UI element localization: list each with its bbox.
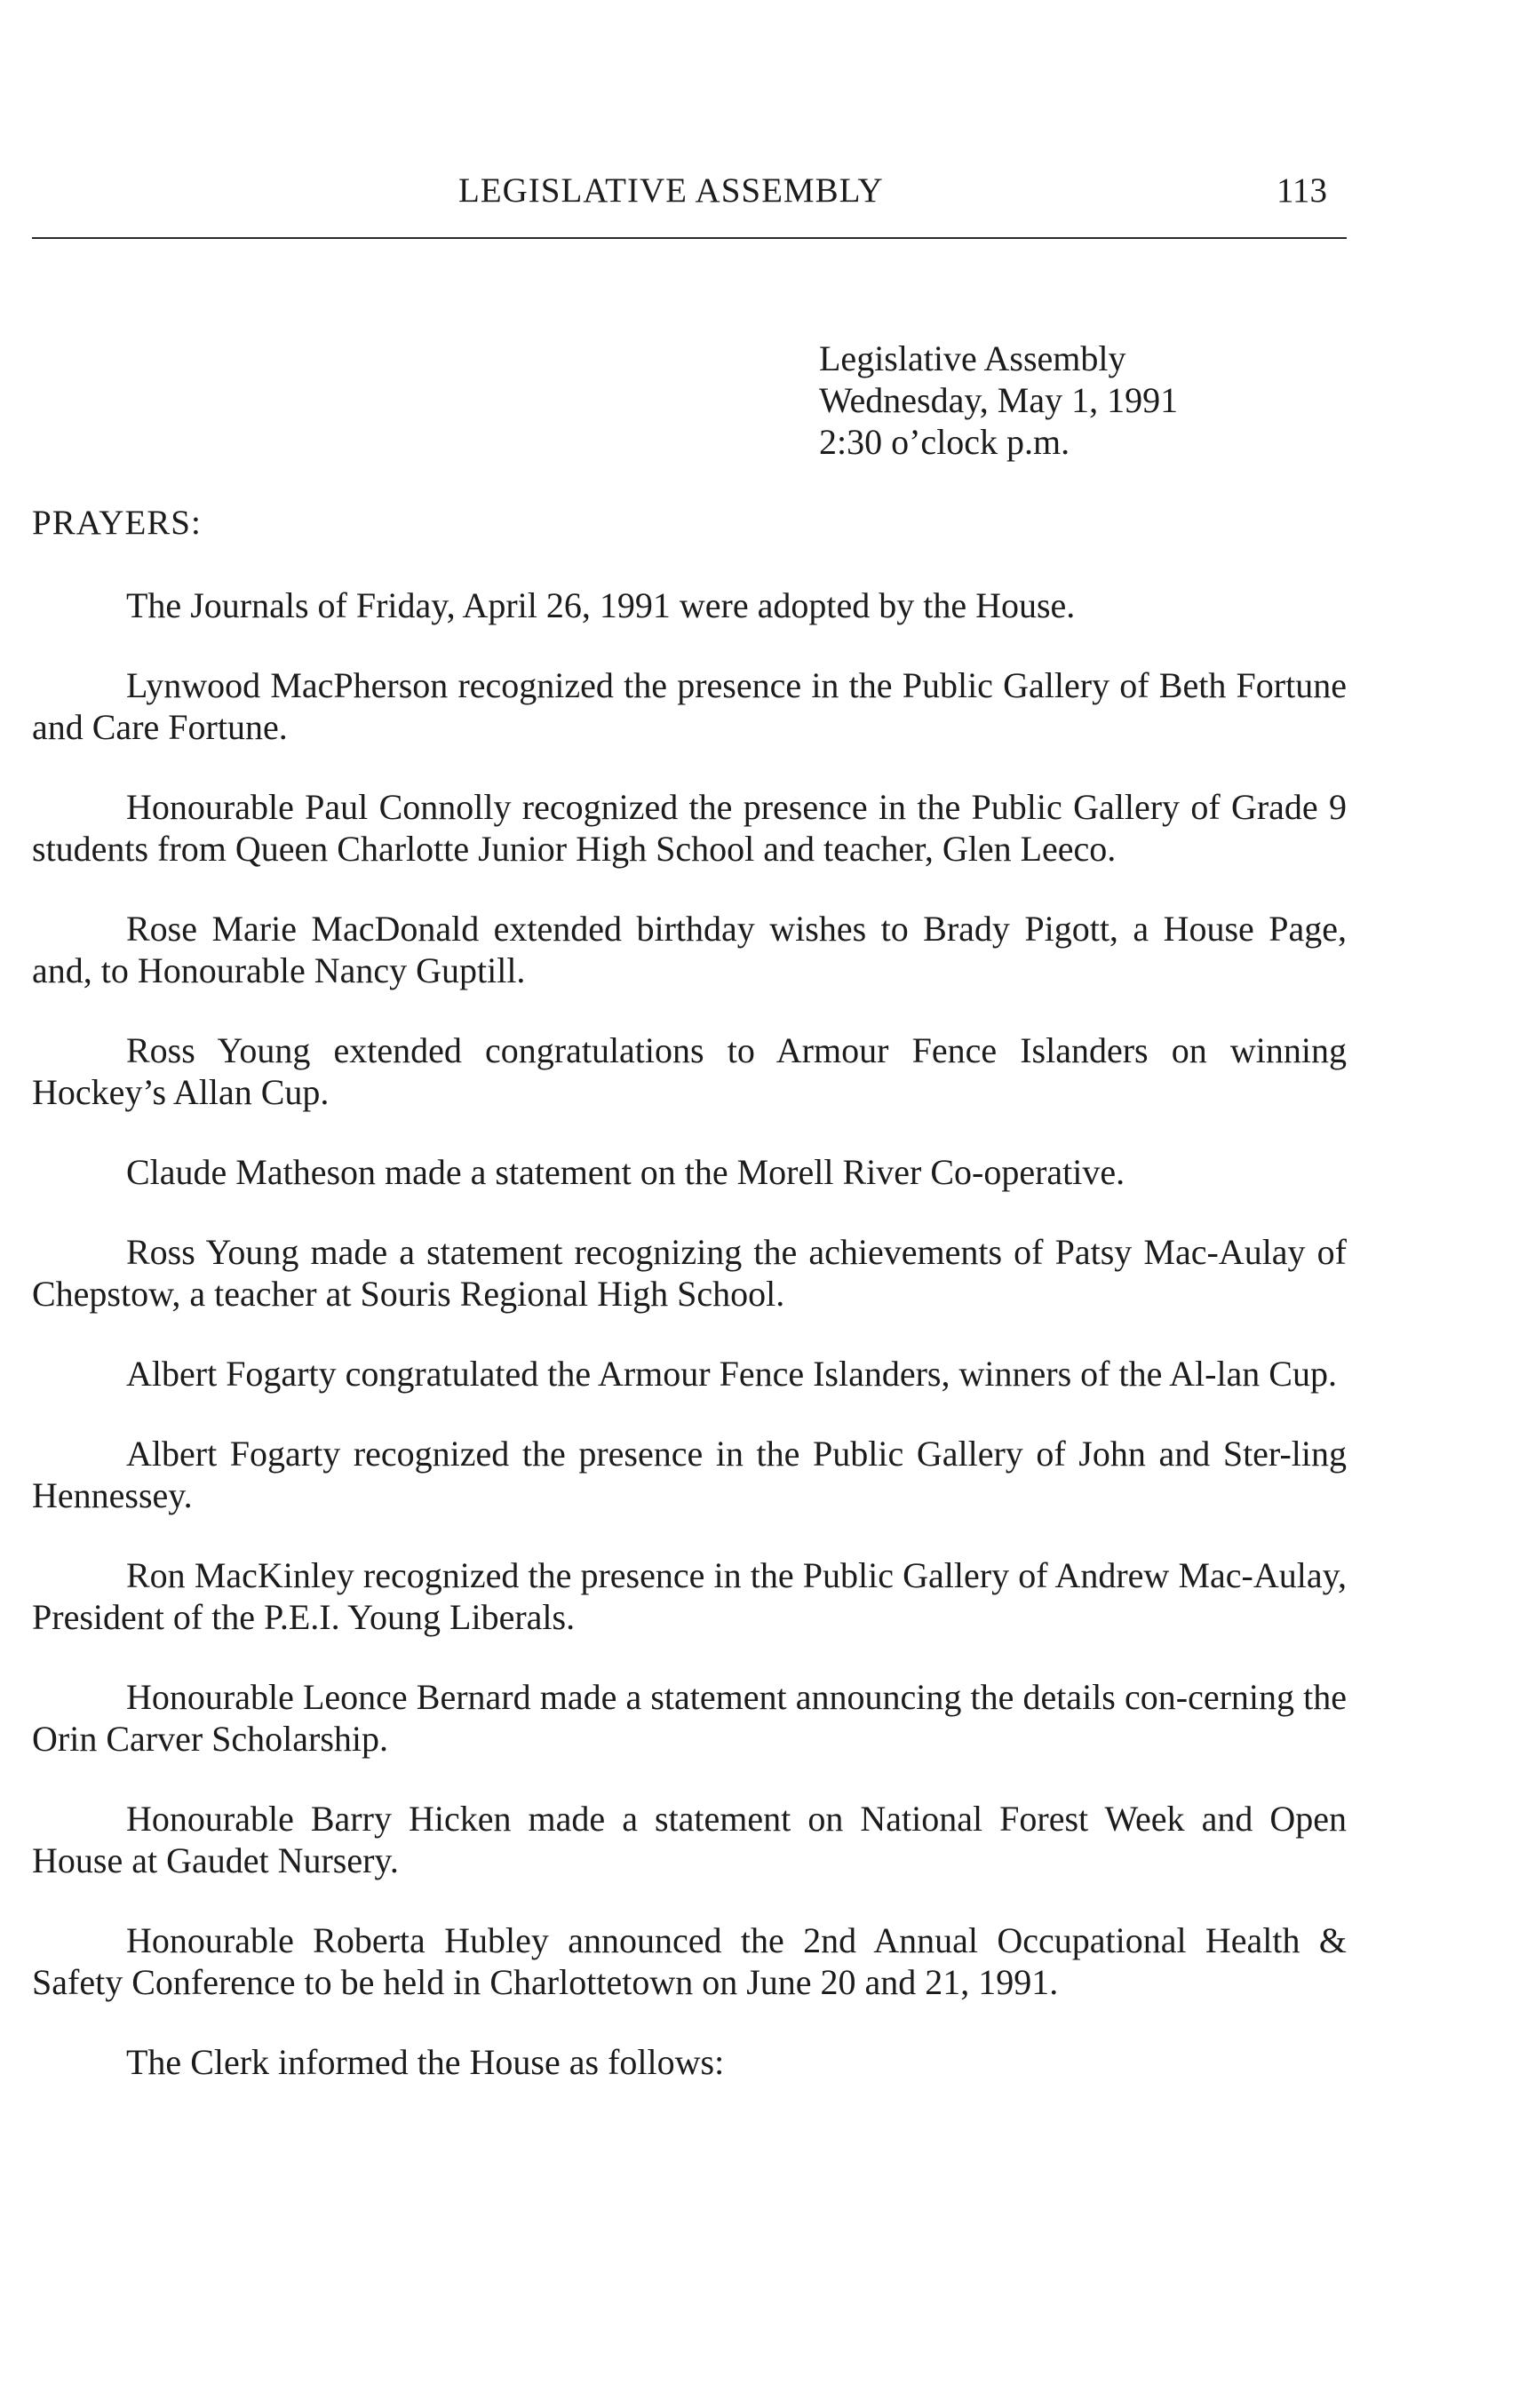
header-rule	[32, 237, 1347, 239]
journal-entry: Albert Fogarty congratulated the Armour Fence Islanders, winners of the Al-lan Cup.	[126, 1354, 1337, 1394]
journal-entry: Lynwood MacPherson recognized the presence in the Public Gallery of Beth Fortune and Care Fortune.	[32, 665, 1347, 747]
sitting-body: Legislative Assembly	[819, 338, 1126, 378]
journal-entry: The Clerk informed the House as follows:	[126, 2042, 725, 2082]
prayers-heading: PRAYERS:	[32, 504, 202, 542]
journal-body	[32, 584, 1347, 2121]
journal-entry: Ross Young extended congratulations to Armour Fence Islanders on winning Hockey’s Allan Cup.	[32, 1030, 1347, 1112]
page-number: 113	[1276, 171, 1328, 210]
sitting-time: 2:30 o’clock p.m.	[819, 422, 1070, 462]
running-title: LEGISLATIVE ASSEMBLY	[458, 171, 884, 210]
journal-entry: Honourable Barry Hicken made a statement on National Forest Week and Open House at Gaudet Nursery.	[32, 1799, 1347, 1880]
journal-entry: Rose Marie MacDonald extended birthday wishes to Brady Pigott, a House Page, and, to Honourable Nancy Guptill.	[32, 909, 1347, 990]
journal-entry: The Journals of Friday, April 26, 1991 were adopted by the House.	[126, 585, 1076, 625]
journal-entry: Honourable Roberta Hubley announced the 2nd Annual Occupational Health & Safety Conference to be held in Charlottetown on June 20 and 21, 1991.	[32, 1920, 1347, 2002]
sitting-block	[819, 338, 1178, 463]
journal-entry: Honourable Leonce Bernard made a statement announcing the details con-cerning the Orin Carver Scholarship.	[32, 1677, 1347, 1759]
journal-entry: Honourable Paul Connolly recognized the presence in the Public Gallery of Grade 9 students from Queen Charlotte Junior High School and teacher, Glen Leeco.	[32, 787, 1347, 869]
journal-entry: Ron MacKinley recognized the presence in the Public Gallery of Andrew Mac-Aulay, President of the P.E.I. Young Liberals.	[32, 1555, 1347, 1637]
journal-entry: Claude Matheson made a statement on the Morell River Co-operative.	[126, 1152, 1125, 1192]
journal-entry: Albert Fogarty recognized the presence in the Public Gallery of John and Ster-ling Hennessey.	[32, 1434, 1347, 1515]
sitting-date: Wednesday, May 1, 1991	[819, 380, 1179, 420]
journal-entry: Ross Young made a statement recognizing the achievements of Patsy Mac-Aulay of Chepstow, a teacher at Souris Regional High School.	[32, 1232, 1347, 1314]
running-head	[0, 171, 1527, 215]
